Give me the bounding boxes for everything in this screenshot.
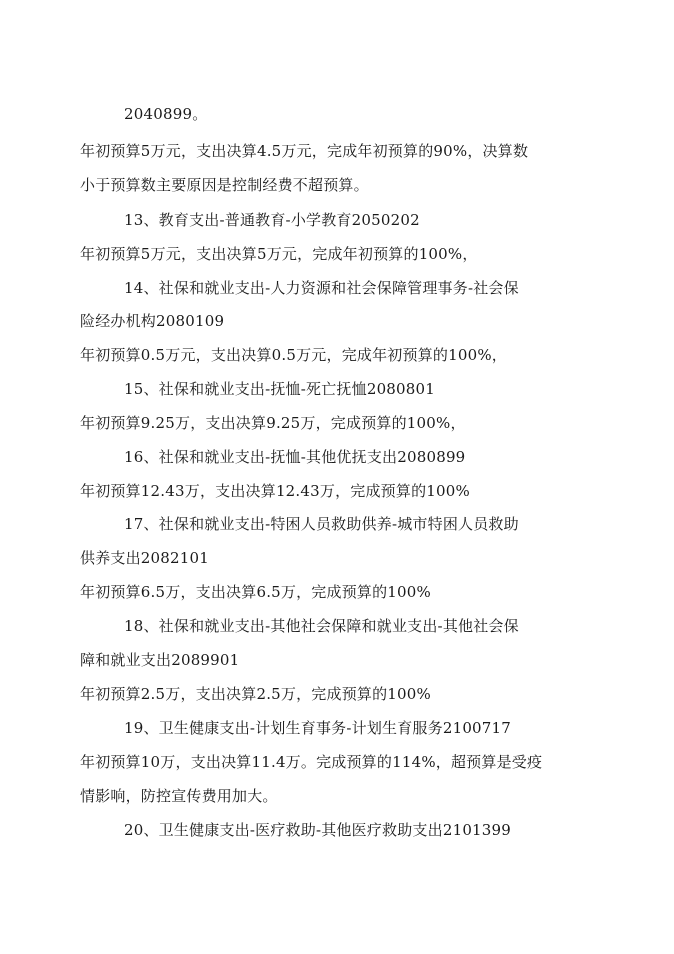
text-line-17: 障和就业支出2089901 [80,651,240,669]
text-line-3: 小于预算数主要原因是控制经费不超预算。 [80,176,369,194]
text-line-2: 年初预算5万元，支出决算4.5万元，完成年初预算的90%，决算数 [80,142,529,160]
text-line-22: 20、卫生健康支出-医疗救助-其他医疗救助支出2101399 [124,821,512,839]
text-line-1: 2040899。 [124,105,208,123]
text-line-7: 险经办机构2080109 [80,312,225,330]
text-line-21: 情影响，防控宣传费用加大。 [80,787,278,805]
text-line-12: 年初预算12.43万，支出决算12.43万，完成预算的100% [80,482,470,500]
text-line-15: 年初预算6.5万，支出决算6.5万，完成预算的100% [80,583,431,601]
text-line-10: 年初预算9.25万，支出决算9.25万，完成预算的100%， [80,414,466,432]
text-line-8: 年初预算0.5万元，支出决算0.5万元，完成年初预算的100%， [80,346,507,364]
text-line-11: 16、社保和就业支出-抚恤-其他优抚支出2080899 [124,448,466,466]
text-line-9: 15、社保和就业支出-抚恤-死亡抚恤2080801 [124,380,436,398]
text-line-5: 年初预算5万元，支出决算5万元，完成年初预算的100%， [80,245,478,263]
text-line-4: 13、教育支出-普通教育-小学教育2050202 [124,211,420,229]
text-line-20: 年初预算10万，支出决算11.4万。完成预算的114%，超预算是受疫 [80,753,543,771]
text-line-18: 年初预算2.5万，支出决算2.5万，完成预算的100% [80,685,431,703]
text-line-16: 18、社保和就业支出-其他社会保障和就业支出-其他社会保 [124,617,519,635]
text-line-13: 17、社保和就业支出-特困人员救助供养-城市特困人员救助 [124,515,519,533]
text-line-6: 14、社保和就业支出-人力资源和社会保障管理事务-社会保 [124,279,519,297]
text-line-19: 19、卫生健康支出-计划生育事务-计划生育服务2100717 [124,719,512,737]
text-line-14: 供养支出2082101 [80,549,210,567]
